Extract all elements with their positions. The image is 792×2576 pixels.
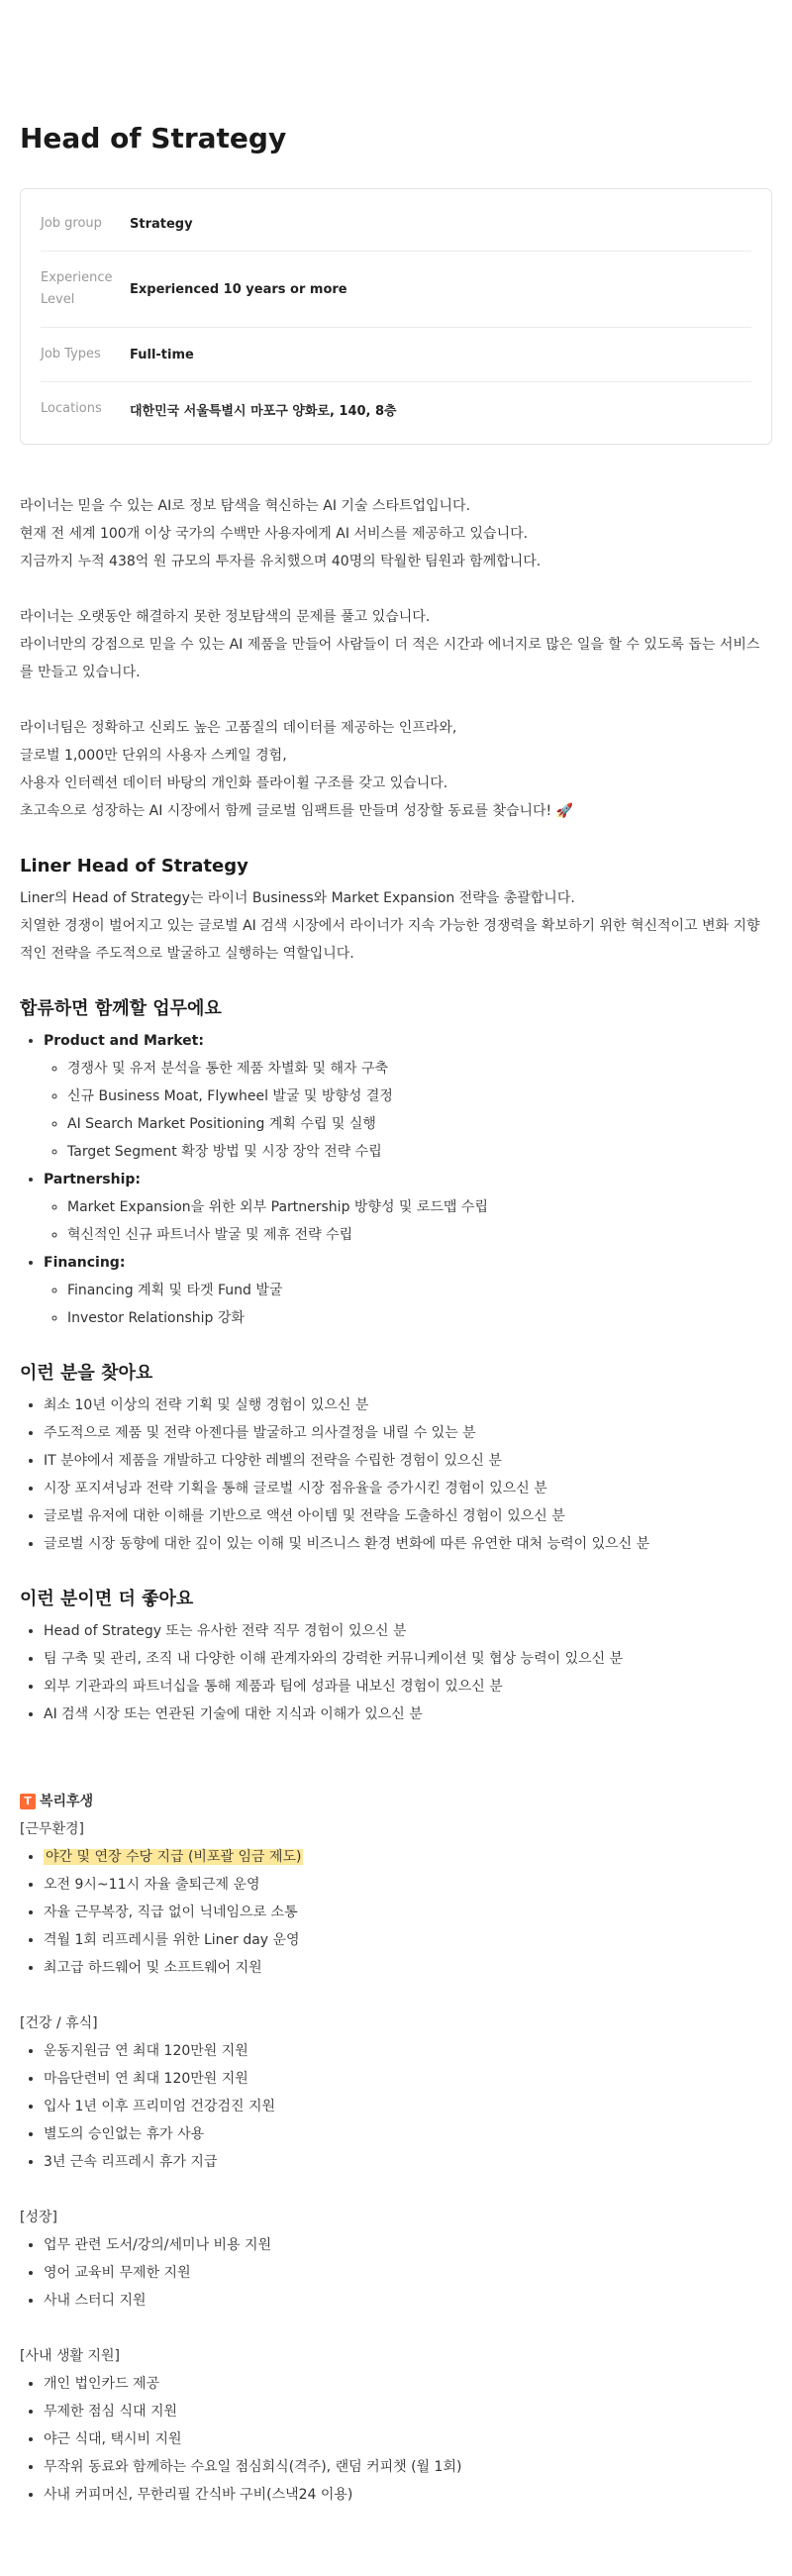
benefit-group-health	[20, 2009, 772, 2176]
job-info-card	[20, 188, 772, 445]
list-item: • 주도적으로 제품 및 전략 아젠다를 발굴하고 의사결정을 내릴 수 있는 분	[44, 1419, 772, 1447]
benefit-group-label: [건강 / 휴식]	[20, 2015, 98, 2031]
info-label: Job group	[41, 216, 102, 231]
duty-group	[44, 1249, 772, 1332]
list-item: • 입사 1년 이후 프리미엄 건강검진 지원	[44, 2093, 772, 2120]
benefit-list	[20, 2231, 772, 2315]
list-item: • 글로벌 유저에 대한 이해를 기반으로 액션 아이템 및 전략을 도출하신 경험이 있으신 분	[44, 1502, 772, 1530]
list-item: ◦ 신규 Business Moat, Flywheel 발굴 및 방향성 결정	[67, 1082, 772, 1110]
list-item: • 글로벌 시장 동향에 대한 깊이 있는 이해 및 비즈니스 환경 변화에 따른 유연한 대처 능력이 있으신 분	[44, 1530, 772, 1558]
list-item: ◦ Investor Relationship 강화	[67, 1304, 772, 1332]
list-item: • 개인 법인카드 제공	[44, 2370, 772, 2398]
intro-line: 초고속으로 성장하는 AI 시장에서 함께 글로벌 임팩트를 만들며 성장할 동료를 찾습니다! 🚀	[20, 803, 574, 819]
info-label: Experience Level	[41, 270, 113, 307]
intro-line: 사용자 인터렉션 데이터 바탕의 개인화 플라이휠 구조를 갖고 있습니다.	[20, 775, 448, 791]
benefit-group-growth	[20, 2204, 772, 2315]
duty-sublist	[44, 1277, 772, 1332]
highlighted-text: 야간 및 연장 수당 지급 (비포괄 임금 제도)	[46, 1849, 302, 1865]
intro-paragraph-1	[20, 492, 772, 575]
info-row-experience	[41, 252, 751, 328]
list-item: • 무제한 점심 식대 지원	[44, 2398, 772, 2425]
benefit-list	[20, 1843, 772, 1982]
list-item: • 별도의 승인없는 휴가 사용	[44, 2120, 772, 2148]
intro-line: 라이너만의 강점으로 믿을 수 있는 AI 제품을 만들어 사람들이 더 적은 시간과 에너지로 많은 일을 할 수 있도록 돕는 서비스를 만들고 있습니다.	[20, 637, 760, 680]
list-item: ◦ 혁신적인 신규 파트너사 발굴 및 제휴 전략 수립	[67, 1221, 772, 1249]
benefit-group-work	[20, 1815, 772, 1982]
benefits-title: 복리후생	[40, 1794, 94, 1809]
list-item: • 영어 교육비 무제한 지원	[44, 2259, 772, 2287]
duty-group-title: Product and Market:	[44, 1033, 204, 1049]
list-item: ◦ Target Segment 확장 방법 및 시장 장악 전략 수립	[67, 1138, 772, 1166]
info-row-job-types	[41, 328, 751, 382]
intro-paragraph-2	[20, 603, 772, 686]
list-item: ◦ AI Search Market Positioning 계획 수립 및 실행	[67, 1110, 772, 1138]
info-value: Experienced 10 years or more	[130, 281, 347, 297]
info-row-locations	[41, 382, 751, 436]
info-label: Job Types	[41, 347, 101, 361]
benefit-group-label: [성장]	[20, 2210, 57, 2225]
role-line: Liner의 Head of Strategy는 라이너 Business와 Market Expansion 전략을 총괄합니다.	[20, 890, 575, 906]
duty-sublist	[44, 1193, 772, 1249]
preferred-heading: 이런 분이면 더 좋아요	[20, 1589, 194, 1609]
list-item: • 격월 1회 리프레시를 위한 Liner day 운영	[44, 1926, 772, 1954]
intro-paragraph-3	[20, 714, 772, 825]
benefit-list	[20, 2370, 772, 2509]
list-item: • 팀 구축 및 관리, 조직 내 다양한 이해 관계자와의 강력한 커뮤니케이션 및 협상 능력이 있으신 분	[44, 1645, 772, 1673]
duties-list	[20, 1027, 772, 1332]
list-item: ◦ Market Expansion을 위한 외부 Partnership 방향성 및 로드맵 수립	[67, 1193, 772, 1221]
list-item: • 자율 근무복장, 직급 없이 닉네임으로 소통	[44, 1899, 772, 1926]
duty-sublist	[44, 1055, 772, 1166]
list-item: • 무작위 동료와 함께하는 수요일 점심회식(격주), 랜덤 커피챗 (월 1회)	[44, 2453, 772, 2481]
duties-heading: 합류하면 함께할 업무에요	[20, 998, 222, 1019]
list-item: ◦ 경쟁사 및 유저 분석을 통한 제품 차별화 및 해자 구축	[67, 1055, 772, 1082]
list-item: • 3년 근속 리프레시 휴가 지급	[44, 2148, 772, 2176]
info-value: 대한민국 서울특별시 마포구 양화로, 140, 8층	[130, 403, 397, 419]
list-item: • 사내 스터디 지원	[44, 2287, 772, 2315]
preferred-list	[20, 1617, 772, 1728]
benefit-group-label: [근무환경]	[20, 1821, 85, 1837]
list-item: • 야근 식대, 택시비 지원	[44, 2425, 772, 2453]
intro-line: 지금까지 누적 438억 원 규모의 투자를 유치했으며 40명의 탁월한 팀원과 함께합니다.	[20, 554, 542, 569]
benefit-list	[20, 2037, 772, 2176]
benefit-group-label: [사내 생활 지원]	[20, 2348, 120, 2364]
list-item: • 최소 10년 이상의 전략 기획 및 실행 경험이 있으신 분	[44, 1391, 772, 1419]
benefits-heading	[20, 1788, 772, 1815]
list-item: • 외부 기관과의 파트너십을 통해 제품과 팀에 성과를 내보신 경험이 있으신 분	[44, 1673, 772, 1700]
list-item: • 운동지원금 연 최대 120만원 지원	[44, 2037, 772, 2065]
benefit-group-office-life	[20, 2342, 772, 2509]
role-heading: Liner Head of Strategy	[20, 856, 248, 876]
job-posting	[20, 0, 772, 2576]
role-description	[20, 884, 772, 968]
t-badge-icon: T	[20, 1794, 36, 1809]
intro-line: 현재 전 세계 100개 이상 국가의 수백만 사용자에게 AI 서비스를 제공하고 있습니다.	[20, 526, 529, 542]
page-title: Head of Strategy	[20, 122, 287, 155]
info-row-job-group	[41, 197, 751, 252]
intro-line: 라이너는 오랫동안 해결하지 못한 정보탐색의 문제를 풀고 있습니다.	[20, 609, 431, 625]
list-item: • 시장 포지셔닝과 전략 기획을 통해 글로벌 시장 점유율을 증가시킨 경험이 있으신 분	[44, 1475, 772, 1502]
intro-line: 라이너팀은 정확하고 신뢰도 높은 고품질의 데이터를 제공하는 인프라와,	[20, 720, 457, 736]
duty-group	[44, 1166, 772, 1249]
duty-group-title: Financing:	[44, 1255, 126, 1271]
intro-line: 글로벌 1,000만 단위의 사용자 스케일 경험,	[20, 748, 287, 764]
list-item: • 업무 관련 도서/강의/세미나 비용 지원	[44, 2231, 772, 2259]
info-value: Full-time	[130, 347, 194, 362]
list-item: • 오전 9시~11시 자율 출퇴근제 운영	[44, 1871, 772, 1899]
duty-group	[44, 1027, 772, 1166]
info-label: Locations	[41, 401, 102, 416]
info-value: Strategy	[130, 216, 193, 232]
list-item: • IT 분야에서 제품을 개발하고 다양한 레벨의 전략을 수립한 경험이 있으신 분	[44, 1447, 772, 1475]
list-item: • 최고급 하드웨어 및 소프트웨어 지원	[44, 1954, 772, 1982]
intro-line: 라이너는 믿을 수 있는 AI로 정보 탐색을 혁신하는 AI 기술 스타트업입니다.	[20, 498, 471, 514]
list-item: • 마음단련비 연 최대 120만원 지원	[44, 2065, 772, 2093]
duty-group-title: Partnership:	[44, 1172, 142, 1187]
list-item	[44, 1843, 772, 1871]
requirements-list	[20, 1391, 772, 1558]
role-line: 치열한 경쟁이 벌어지고 있는 글로벌 AI 검색 시장에서 라이너가 지속 가능한 경쟁력을 확보하기 위한 혁신적이고 변화 지향적인 전략을 주도적으로 발굴하고 실행하는 역할입니다.	[20, 918, 760, 962]
list-item: • 사내 커피머신, 무한리필 간식바 구비(스낵24 이용)	[44, 2481, 772, 2509]
list-item: • Head of Strategy 또는 유사한 전략 직무 경험이 있으신 분	[44, 1617, 772, 1645]
list-item: • AI 검색 시장 또는 연관된 기술에 대한 지식과 이해가 있으신 분	[44, 1700, 772, 1728]
requirements-heading: 이런 분을 찾아요	[20, 1363, 153, 1384]
list-item: ◦ Financing 계획 및 타겟 Fund 발굴	[67, 1277, 772, 1304]
